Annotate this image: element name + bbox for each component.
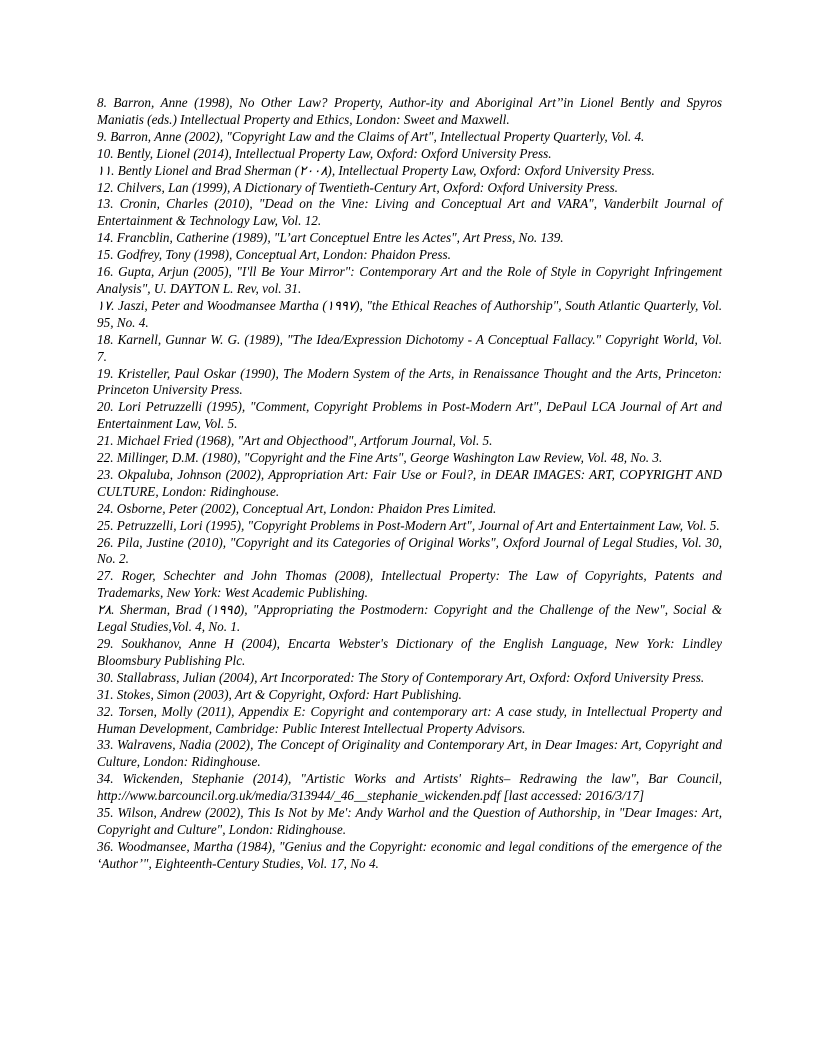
reference-entry: 9. Barron, Anne (2002), "Copyright Law and the Claims of Art", Intellectual Property Quarterly, Vol. 4.	[97, 128, 645, 144]
reference-entry: ٢٨. Sherman, Brad (١٩٩٥), "Appropriating the Postmodern: Copyright and the Challenge of the New", Social & Legal Studies,Vol. 4, No. 1.	[97, 602, 722, 635]
reference-entry: 33. Walravens, Nadia (2002), The Concept of Originality and Contemporary Art, in Dear Images: Art, Copyright and Culture, London: Ridinghouse.	[97, 737, 722, 770]
reference-entry: 23. Okpaluba, Johnson (2002), Appropriation Art: Fair Use or Foul?, in DEAR IMAGES: ART, COPYRIGHT AND CULTURE, London: Ridinghouse.	[97, 466, 722, 499]
reference-entry: 14. Francblin, Catherine (1989), "L’art Conceptuel Entre les Actes", Art Press, No. 139.	[97, 230, 564, 246]
reference-entry: ١١. Bently Lionel and Brad Sherman (٢٠٠٨), Intellectual Property Law, Oxford: Oxford University Press.	[97, 162, 655, 178]
reference-entry: 19. Kristeller, Paul Oskar (1990), The Modern System of the Arts, in Renaissance Thought and the Arts, Princeton: Princeton University Press.	[97, 365, 722, 398]
reference-entry: 29. Soukhanov, Anne H (2004), Encarta Webster's Dictionary of the English Language, New York: Lindley Bloomsbury Publishing Plc.	[97, 636, 722, 668]
reference-entry: 30. Stallabrass, Julian (2004), Art Incorporated: The Story of Contemporary Art, Oxford: Oxford University Press.	[97, 669, 705, 685]
reference-entry: 10. Bently, Lionel (2014), Intellectual Property Law, Oxford: Oxford University Press.	[97, 145, 552, 161]
reference-entry: 31. Stokes, Simon (2003), Art & Copyright, Oxford: Hart Publishing.	[97, 686, 462, 702]
reference-entry: 27. Roger, Schechter and John Thomas (2008), Intellectual Property: The Law of Copyrights, Patents and Trademarks, New York: West Academic Publishing.	[97, 568, 722, 601]
reference-entry: 13. Cronin, Charles (2010), "Dead on the Vine: Living and Conceptual Art and VARA", Vanderbilt Journal of Entertainment & Technology Law, Vol. 12.	[97, 196, 722, 229]
reference-entry: 16. Gupta, Arjun (2005), "I'll Be Your Mirror": Contemporary Art and the Role of Style in Copyright Infringement Analysis", U. DAYTON L. Rev, vol. 31.	[97, 264, 722, 296]
reference-entry: 21. Michael Fried (1968), "Art and Objecthood", Artforum Journal, Vol. 5.	[97, 433, 493, 449]
reference-entry: 22. Millinger, D.M. (1980), "Copyright and the Fine Arts", George Washington Law Review, Vol. 48, No. 3.	[97, 450, 663, 466]
reference-entry: 20. Lori Petruzzelli (1995), "Comment, Copyright Problems in Post-Modern Art", DePaul LCA Journal of Art and Entertainment Law, Vol. 5.	[97, 399, 722, 432]
reference-entry: 8. Barron, Anne (1998), No Other Law? Property, Author-ity and Aboriginal Art’’in Lionel Bently and Spyros Maniatis (eds.) Intellectual Property and Ethics, London: Sweet and Maxwell.	[97, 95, 722, 127]
reference-entry: 15. Godfrey, Tony (1998), Conceptual Art, London: Phaidon Press.	[97, 247, 451, 263]
reference-entry: 25. Petruzzelli, Lori (1995), "Copyright Problems in Post-Modern Art", Journal of Art and Entertainment Law, Vol. 5.	[97, 517, 720, 533]
reference-entry: 35. Wilson, Andrew (2002), This Is Not by Me': Andy Warhol and the Question of Authorship, in "Dear Images: Art, Copyright and Culture", London: Ridinghouse.	[97, 805, 722, 837]
reference-entry: 26. Pila, Justine (2010), "Copyright and its Categories of Original Works", Oxford Journal of Legal Studies, Vol. 30, No. 2.	[97, 534, 722, 567]
reference-entry: 36. Woodmansee, Martha (1984), "Genius and the Copyright: economic and legal conditions of the emergence of the ‘Author’", Eighteenth-Century Studies, Vol. 17, No 4.	[97, 838, 722, 871]
reference-entry: 34. Wickenden, Stephanie (2014), "Artistic Works and Artists' Rights– Redrawing the law", Bar Council, http://www.barcouncil.org.uk/media/313944/_46__stephanie_wickenden.pdf [last accessed: 2016/3/17]	[97, 771, 722, 804]
reference-entry: 32. Torsen, Molly (2011), Appendix E: Copyright and contemporary art: A case study, in Intellectual Property and Human Development, Cambridge: Public Interest Intellectual Property Advisors.	[97, 703, 722, 736]
reference-entry: 24. Osborne, Peter (2002), Conceptual Art, London: Phaidon Pres Limited.	[97, 500, 497, 516]
reference-entry: 12. Chilvers, Lan (1999), A Dictionary of Twentieth-Century Art, Oxford: Oxford University Press.	[97, 179, 618, 195]
references-list	[97, 95, 722, 873]
reference-entry: ١٧. Jaszi, Peter and Woodmansee Martha (١٩٩٧), "the Ethical Reaches of Authorship", South Atlantic Quarterly, Vol. 95, No. 4.	[97, 297, 723, 330]
reference-entry: 18. Karnell, Gunnar W. G. (1989), "The Idea/Expression Dichotomy - A Conceptual Fallacy." Copyright World, Vol. 7.	[97, 331, 722, 364]
